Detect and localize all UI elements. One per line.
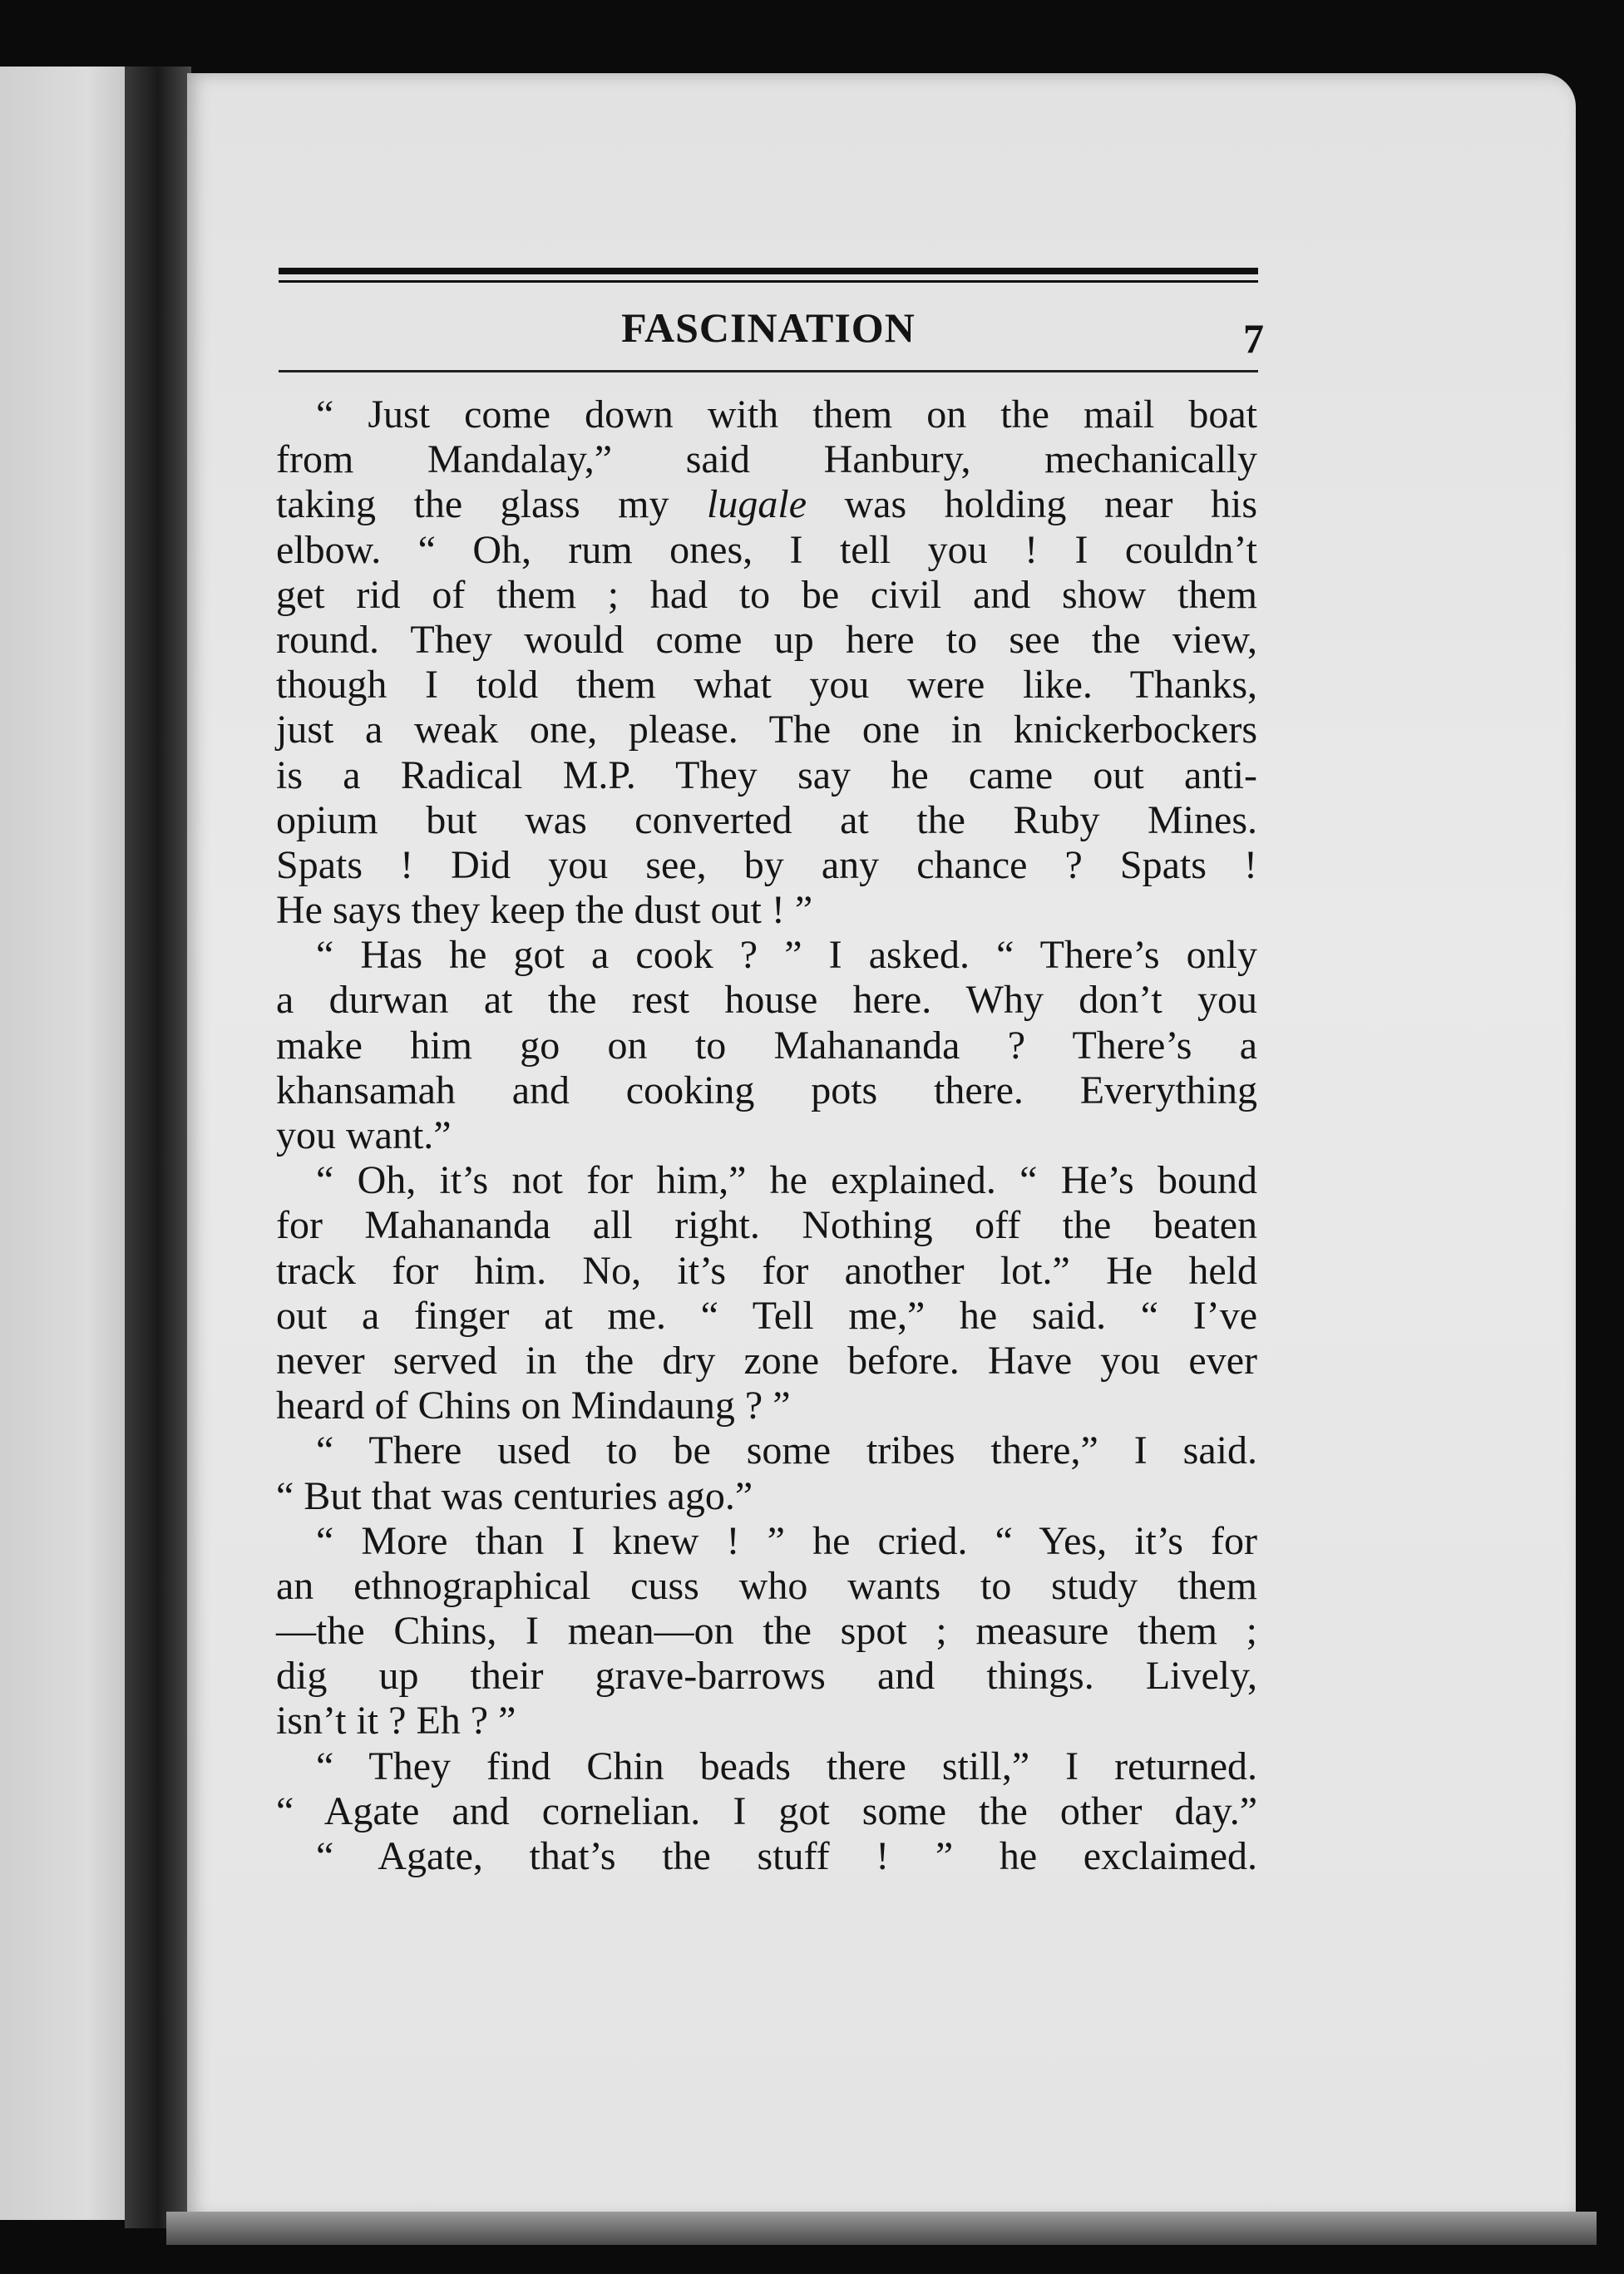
text-line: for Mahananda all right. Nothing off the beaten xyxy=(276,1203,1257,1248)
text-line: is a Radical M.P. They say he came out anti- xyxy=(276,752,1257,797)
text-line: Spats ! Did you see, by any chance ? Spats ! xyxy=(276,842,1257,887)
book-gutter xyxy=(125,67,191,2228)
text-line: never served in the dry zone before. Have you ever xyxy=(276,1338,1257,1383)
text-line: “ Agate and cornelian. I got some the other day.” xyxy=(276,1788,1257,1833)
page-bottom-edge xyxy=(166,2212,1597,2245)
text-line: khansamah and cooking pots there. Everything xyxy=(276,1068,1257,1112)
text-line: —the Chins, I mean—on the spot ; measure them ; xyxy=(276,1609,1257,1654)
text-line: “ There used to be some tribes there,” I said. xyxy=(316,1428,1257,1473)
text-line: “ But that was centuries ago.” xyxy=(276,1473,753,1518)
text-line: opium but was converted at the Ruby Mines. xyxy=(276,797,1257,842)
text-line: “ Agate, that’s the stuff ! ” he exclaimed. xyxy=(316,1834,1257,1878)
text-line: you want.” xyxy=(276,1113,452,1157)
text-line: round. They would come up here to see the view, xyxy=(276,617,1257,662)
text-line: an ethnographical cuss who wants to study them xyxy=(276,1563,1257,1608)
header-rule-thin xyxy=(279,280,1258,283)
text-line: “ They find Chin beads there still,” I returned. xyxy=(316,1744,1257,1788)
left-page-edge xyxy=(0,67,146,2220)
body-text xyxy=(276,392,1257,1879)
text-line: dig up their grave-barrows and things. Lively, xyxy=(276,1654,1257,1699)
text-line: “ More than I knew ! ” he cried. “ Yes, it’s for xyxy=(316,1518,1257,1563)
text-line: “ Has he got a cook ? ” I asked. “ There’s only xyxy=(316,933,1257,978)
text-line: make him go on to Mahananda ? There’s a xyxy=(276,1023,1257,1068)
header-rule-under xyxy=(279,370,1258,372)
text-line: get rid of them ; had to be civil and show them xyxy=(276,572,1257,617)
text-line: heard of Chins on Mindaung ? ” xyxy=(276,1384,791,1428)
text-line: taking the glass my lugale was holding near his xyxy=(276,482,1257,527)
text-line: though I told them what you were like. Thanks, xyxy=(276,663,1257,708)
text-line: a durwan at the rest house here. Why don’t you xyxy=(276,978,1257,1023)
page-number: 7 xyxy=(1243,315,1264,362)
text-line: out a finger at me. “ Tell me,” he said. “ I’ve xyxy=(276,1293,1257,1338)
text-line: “ Oh, it’s not for him,” he explained. “ He’s bound xyxy=(316,1158,1257,1203)
text-line: He says they keep the dust out ! ” xyxy=(276,888,813,933)
text-line: just a weak one, please. The one in knickerbockers xyxy=(276,708,1257,752)
running-head: FASCINATION xyxy=(621,304,916,351)
text-line: elbow. “ Oh, rum ones, I tell you ! I couldn’t xyxy=(276,527,1257,572)
header-rule-thick xyxy=(279,268,1258,274)
text-line: isn’t it ? Eh ? ” xyxy=(276,1699,516,1744)
text-line: “ Just come down with them on the mail boat xyxy=(316,392,1257,437)
text-line: from Mandalay,” said Hanbury, mechanically xyxy=(276,437,1257,482)
text-line: track for him. No, it’s for another lot.” He held xyxy=(276,1248,1257,1293)
